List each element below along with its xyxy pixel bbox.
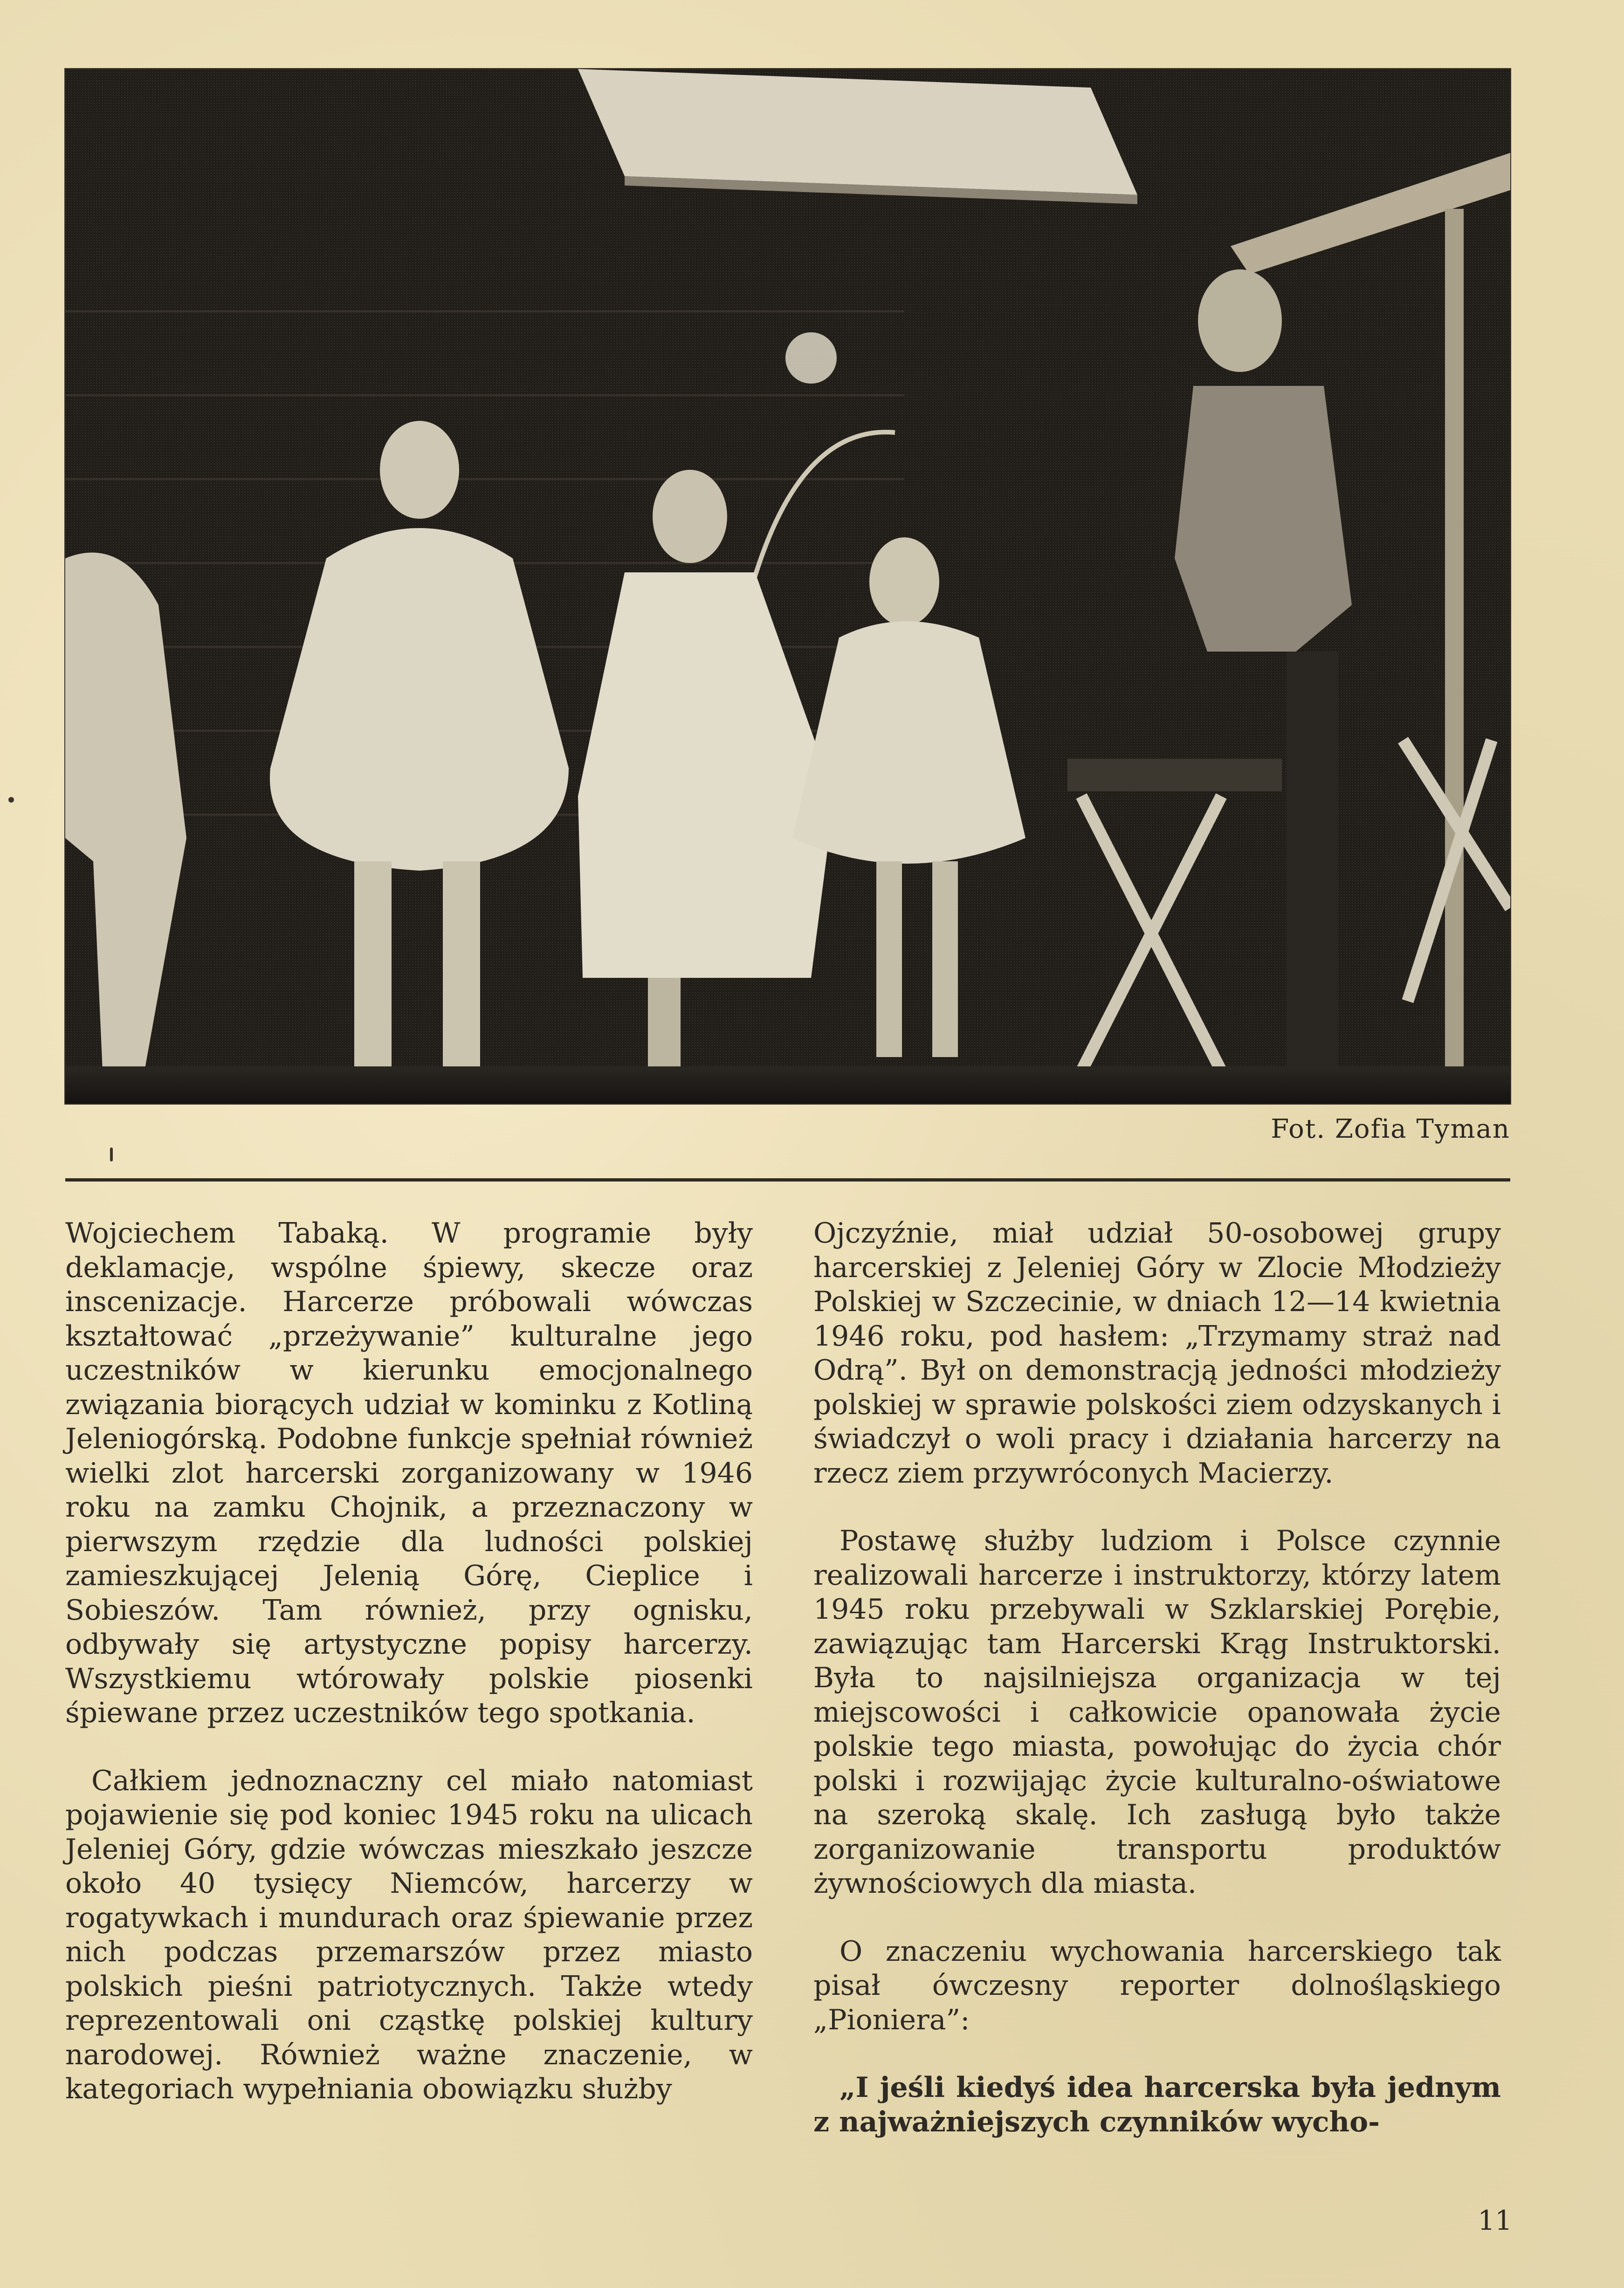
section-divider [65,1178,1510,1182]
photo-illustration [65,69,1510,1104]
paper-speck [8,797,14,803]
paper-speck [110,1147,113,1161]
stage-photograph [65,69,1510,1104]
paragraph: O znaczeniu wychowania harcerskiego tak pisał ówczesny reporter dolnośląskiego „Pioniera”: [813,1935,1501,2036]
paragraph: Całkiem jednoznaczny cel miało natomiast pojawienie się pod koniec 1945 roku na ulicach Jeleniej Góry, gdzie wówczas mieszkało jeszcze około 40 tysięcy Niemców, harcerzy w rogatywkach i mundurach oraz śpiewanie przez nich podczas przemarszów przez miasto polskich pieśni patriotycznych. Także wtedy reprezentowali oni cząstkę polskiej kultury narodowej. Również ważne znaczenie, w kategoriach wypełniania obowiązku służby [65,1764,753,2105]
paragraph: Ojczyźnie, miał udział 50-osobowej grupy harcerskiej z Jeleniej Góry w Zlocie Młodzieży Polskiej w Szczecinie, w dniach 12—14 kwietnia 1946 roku, pod hasłem: „Trzymamy straż nad Odrą”. Był on demonstracją jedności młodzieży polskiej w sprawie polskości ziem odzyskanych i świadczył o woli pracy i działania harcerzy na rzecz ziem przywróconych Macierzy. [813,1217,1501,1490]
page-number: 11 [1478,2205,1512,2236]
quotation: „I jeśli kiedyś idea harcerska była jednym z najważniejszych czynników wycho- [813,2071,1501,2138]
left-column [65,1216,753,2107]
photo-caption: Fot. Zofia Tyman [1271,1114,1510,1144]
right-column [813,1216,1501,2139]
paragraph: Wojciechem Tabaką. W programie były deklamacje, wspólne śpiewy, skecze oraz inscenizacje. Harcerze próbowali wówczas kształtować „przeżywanie” kulturalne jego uczestników w kierunku emocjonalnego związania biorących udział w kominku z Kotliną Jeleniogórską. Podobne funkcje spełniał również wielki zlot harcerski zorganizowany w 1946 roku na zamku Chojnik, a przeznaczony w pierwszym rzędzie dla ludności polskiej zamieszkującej Jelenią Górę, Cieplice i Sobieszów. Tam również, przy ognisku, odbywały się artystyczne popisy harcerzy. Wszystkiemu wtórowały polskie piosenki śpiewane przez uczestników tego spotkania. [65,1217,753,1729]
paragraph: Postawę służby ludziom i Polsce czynnie realizowali harcerze i instruktorzy, którzy latem 1945 roku przebywali w Szklarskiej Porębie, zawiązując tam Harcerski Krąg Instruktorski. Była to najsilniejsza organizacja w tej miejscowości i całkowicie opanowała życie polskie tego miasta, powołując do życia chór polski i rozwijając życie kulturalno-oświatowe na szeroką skalę. Ich zasługą było także zorganizowanie transportu produktów żywnościowych dla miasta. [813,1525,1501,1900]
